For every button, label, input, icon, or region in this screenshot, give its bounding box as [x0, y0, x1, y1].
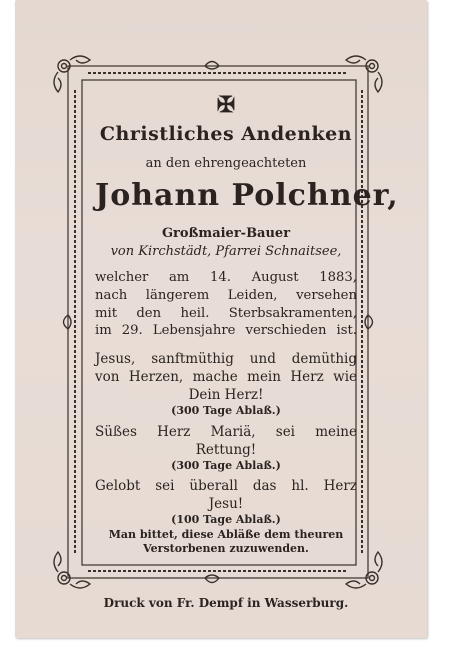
prayer-line: Süßes Herz Mariä, sei meine	[95, 424, 357, 440]
death-notice-line: mit den heil. Sterbsakramenten,	[95, 306, 357, 321]
card-title: Christliches Andenken	[99, 123, 353, 145]
cross-symbol: ✠	[216, 92, 236, 118]
deceased-name: Johann Polchner,	[95, 178, 399, 213]
request-note-line: Verstorbenen zuzuwenden.	[143, 542, 309, 555]
prayer-line: Jesus, sanftmüthig und demüthig	[95, 351, 357, 367]
death-notice-line: im 29. Lebensjahre verschieden ist.	[95, 323, 357, 338]
request-note-line: Man bittet, diese Abläße dem theuren	[108, 528, 344, 541]
prayer-line: von Herzen, mache mein Herz wie	[95, 369, 357, 385]
prayer-line: Gelobt sei überall das hl. Herz	[95, 478, 357, 494]
indulgence-note: (100 Tage Ablaß.)	[171, 513, 281, 526]
death-notice-line: nach längerem Leiden, versehen	[95, 288, 357, 303]
death-notice-line: welcher am 14. August 1883,	[95, 270, 357, 285]
prayer-line: Rettung!	[195, 442, 257, 458]
prayer-line: Jesu!	[208, 496, 244, 512]
indulgence-note: (300 Tage Ablaß.)	[171, 459, 281, 472]
indulgence-note: (300 Tage Ablaß.)	[171, 404, 281, 417]
card-subtitle: an den ehrengeachteten	[145, 156, 307, 171]
place-of-origin: von Kirchstädt, Pfarrei Schnaitsee,	[110, 244, 342, 259]
printer-imprint: Druck von Fr. Dempf in Wasserburg.	[103, 596, 349, 610]
prayer-line: Dein Herz!	[188, 387, 264, 403]
occupation: Großmaier-Bauer	[161, 226, 291, 241]
